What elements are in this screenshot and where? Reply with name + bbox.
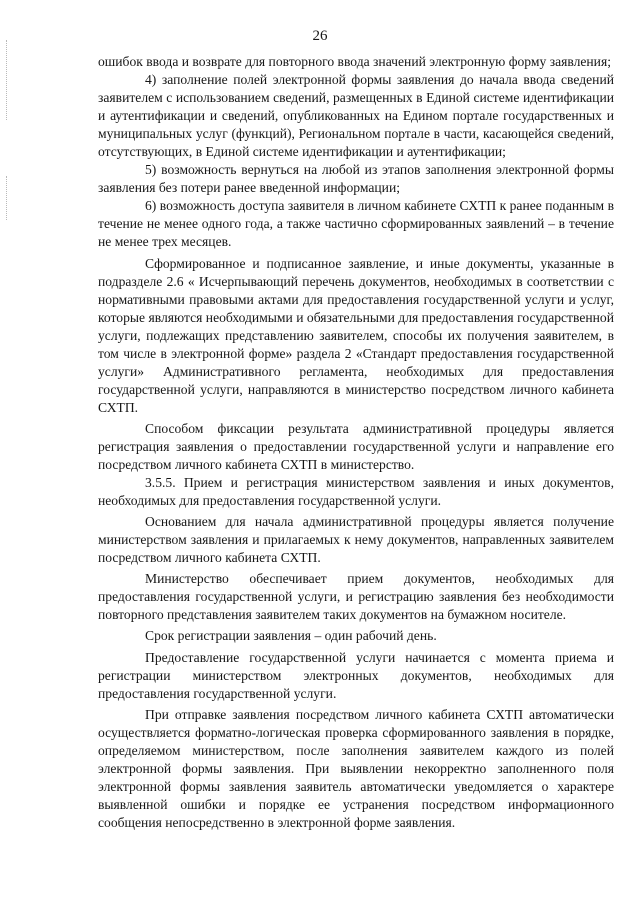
margin-scan-mark-top xyxy=(6,40,19,120)
paragraph-service-start: Предоставление государственной услуги начинается с момента приема и регистрации министерством электронных документов, необходимых для предоставления государственной услуги. xyxy=(98,649,614,701)
paragraph-registration-term: Срок регистрации заявления – один рабочий день. xyxy=(145,628,437,644)
paragraph-item-4: 4) заполнение полей электронной формы заявления до начала ввода сведений заявителем с использованием сведений, размещенных в Единой системе идентификации и аутентификации и сведений, опубликованных на Едином портале государственных и муниципальных услуг (функций), Региональном портале в части, касающейся сведений, отсутствующих, в Единой системе идентификации и аутентификации; xyxy=(98,72,614,160)
paragraph-fixation-method: Способом фиксации результата административной процедуры является регистрация заявления о предоставлении государственной услуги и направление его посредством личного кабинета СХТП в министерство. xyxy=(98,420,614,473)
section-heading-3-5-5: 3.5.5. Прием и регистрация министерством заявления и иных документов, необходимых для предоставления государственной услуги. xyxy=(98,475,614,509)
paragraph-procedure-basis: Основанием для начала административной процедуры является получение министерством заявления и прилагаемых к нему документов, направленных заявителем посредством личного кабинета СХТП. xyxy=(98,514,614,566)
page-number: 26 xyxy=(312,28,328,44)
paragraph-item-6: 6) возможность доступа заявителя в личном кабинете СХТП к ранее поданным в течение не менее одного года, а также частично сформированных заявлений – в течение не менее трех месяцев. xyxy=(98,198,614,250)
paragraph-submitted-documents: Сформированное и подписанное заявление, и иные документы, указанные в подразделе 2.6 « Исчерпывающий перечень документов, необходимых в соответствии с нормативными правовыми актами для предоставления государственной услуги и услуг, которые являются необходимыми и обязательными для предоставления государственной услуги, подлежащих представлению заявителем, способы их получения заявителем, в том числе в электронной форме» раздела 2 «Стандарт предоставления государственной услуги» Административного регламента, необходимых для предоставления государственной услуги, направляются в министерство посредством личного кабинета СХТП. xyxy=(98,255,614,415)
margin-scan-mark-middle xyxy=(6,176,19,220)
paragraph-continuation: ошибок ввода и возврате для повторного ввода значений электронную форму заявления; xyxy=(98,54,611,69)
document-body xyxy=(98,53,614,832)
paragraph-format-check: При отправке заявления посредством личного кабинета СХТП автоматически осуществляется форматно-логическая проверка сформированного заявления в порядке, определяемом министерством, после заполнения заявителем каждого из полей электронной формы заявления. При выявлении некорректно заполненного поля электронной формы заявления заявитель автоматически уведомляется о характере выявленной ошибки и порядке ее устранения посредством информационного сообщения непосредственно в электронной форме заявления. xyxy=(98,706,614,830)
paragraph-ministry-acceptance: Министерство обеспечивает прием документов, необходимых для предоставления государственной услуги, и регистрацию заявления без необходимости повторного представления заявителем таких документов на бумажном носителе. xyxy=(98,571,614,623)
paragraph-item-5: 5) возможность вернуться на любой из этапов заполнения электронной формы заявления без потери ранее введенной информации; xyxy=(98,162,614,196)
